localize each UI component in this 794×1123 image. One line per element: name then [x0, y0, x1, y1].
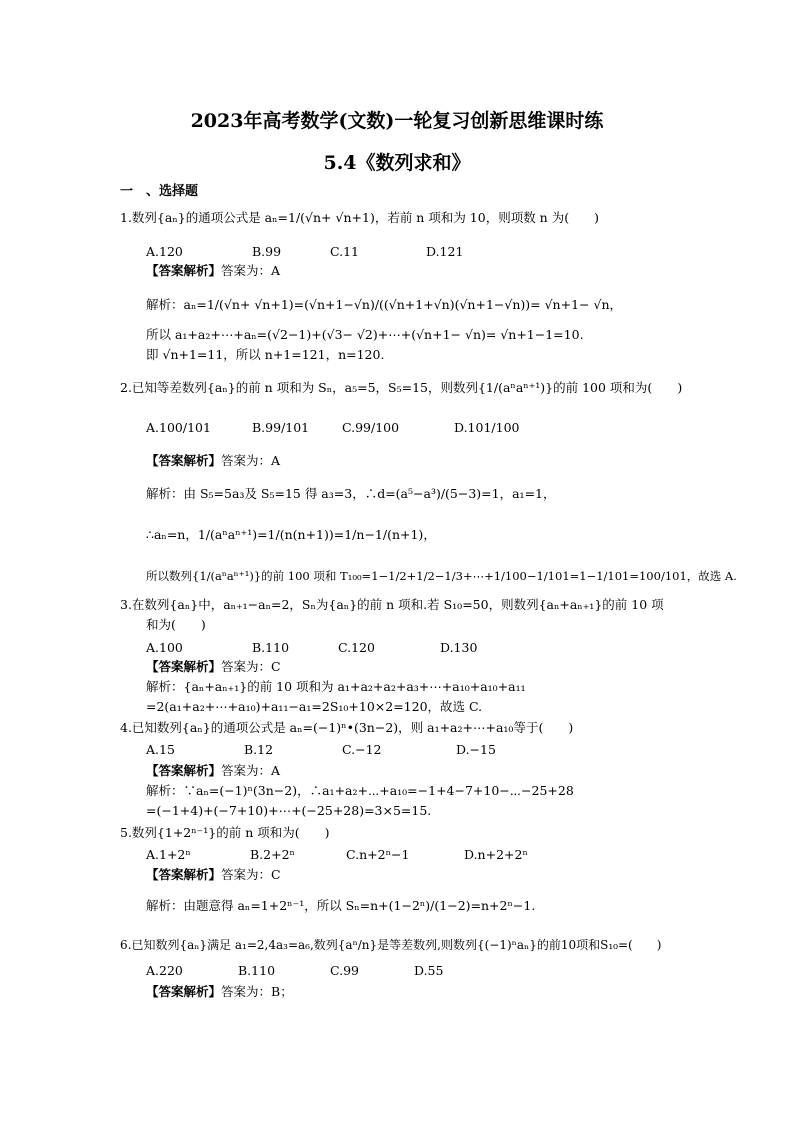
- question-3: 3.在数列{aₙ}中，aₙ₊₁−aₙ=2，Sₙ为{aₙ}的前 n 项和.若 S₁₀=50，则数列{aₙ+aₙ₊₁}的前 10 项: [120, 597, 664, 612]
- q5-answer: 【答案解析】答案为：C: [146, 867, 281, 882]
- q3-option-d: D.130: [440, 640, 478, 655]
- q1-solution-3: 即 √n+1=11，所以 n+1=121，n=120.: [146, 347, 385, 362]
- q5-solution-1: 解析：由题意得 aₙ=1+2ⁿ⁻¹，所以 Sₙ=n+(1−2ⁿ)/(1−2)=n+2ⁿ−1.: [146, 898, 536, 913]
- q2-solution-2: ∴aₙ=n，1/(aⁿaⁿ⁺¹)=1/(n(n+1))=1/n−1/(n+1)，: [146, 527, 436, 542]
- q3-option-c: C.120: [338, 640, 375, 655]
- q2-option-a: A.100/101: [146, 420, 211, 435]
- q6-answer: 【答案解析】答案为：B；: [146, 984, 293, 999]
- q3-solution-1: 解析：{aₙ+aₙ₊₁}的前 10 项和为 a₁+a₂+a₂+a₃+⋯+a₁₀+a₁₀+a₁₁: [146, 679, 526, 694]
- q2-solution-3: 所以数列{1/(aⁿaⁿ⁺¹)}的前 100 项和 T₁₀₀=1−1/2+1/2−1/3+⋯+1/100−1/101=1−1/101=100/101，故选 A.: [146, 569, 737, 583]
- q1-solution-2: 所以 a₁+a₂+⋯+aₙ=(√2−1)+(√3− √2)+⋯+(√n+1− √n)= √n+1−1=10.: [146, 327, 584, 342]
- question-4: 4.已知数列{aₙ}的通项公式是 aₙ=(−1)ⁿ•(3n−2)，则 a₁+a₂+⋯+a₁₀等于( ): [120, 720, 574, 735]
- q5-option-a: A.1+2ⁿ: [146, 847, 191, 862]
- q4-option-b: B.12: [244, 742, 274, 757]
- q2-solution-1: 解析：由 S₅=5a₃及 S₅=15 得 a₃=3，∴d=(a⁵−a³)/(5−3)=1，a₁=1，: [146, 486, 556, 501]
- q4-answer: 【答案解析】答案为：A: [146, 763, 281, 778]
- q2-answer: 【答案解析】答案为：A: [146, 453, 281, 468]
- question-3-cont: 和为( ): [146, 617, 206, 632]
- q1-option-c: C.11: [330, 244, 359, 259]
- q5-option-c: C.n+2ⁿ−1: [346, 847, 410, 862]
- q1-option-b: B.99: [252, 244, 282, 259]
- question-2: 2.已知等差数列{aₙ}的前 n 项和为 Sₙ，a₅=5，S₅=15，则数列{1/(aⁿaⁿ⁺¹)}的前 100 项和为( ): [120, 380, 683, 395]
- q1-answer: 【答案解析】答案为：A: [146, 263, 281, 278]
- q2-option-c: C.99/100: [342, 420, 400, 435]
- q4-solution-2: =(−1+4)+(−7+10)+⋯+(−25+28)=3×5=15.: [146, 803, 432, 818]
- q2-option-d: D.101/100: [454, 420, 520, 435]
- q6-option-a: A.220: [146, 963, 183, 978]
- q5-option-b: B.2+2ⁿ: [250, 847, 295, 862]
- q1-option-a: A.120: [146, 244, 183, 259]
- q6-option-c: C.99: [330, 963, 359, 978]
- page-title: 2023年高考数学(文数)一轮复习创新思维课时练: [190, 110, 604, 132]
- q4-option-d: D.−15: [456, 742, 496, 757]
- section-heading: 一 、选择题: [120, 184, 199, 199]
- q6-option-b: B.110: [238, 963, 276, 978]
- q3-option-b: B.110: [252, 640, 290, 655]
- q4-solution-1: 解析：∵aₙ=(−1)ⁿ(3n−2)，∴a₁+a₂+⋯+a₁₀=−1+4−7+10−⋯−25+28: [146, 783, 574, 798]
- q3-solution-2: =2(a₁+a₂+⋯+a₁₀)+a₁₁−a₁=2S₁₀+10×2=120，故选 C.: [146, 699, 483, 714]
- question-1: 1.数列{aₙ}的通项公式是 aₙ=1/(√n+ √n+1)，若前 n 项和为 10，则项数 n 为( ): [120, 210, 599, 225]
- q1-solution-1: 解析：aₙ=1/(√n+ √n+1)=(√n+1−√n)/((√n+1+√n)(√n+1−√n))= √n+1− √n，: [146, 297, 623, 312]
- q3-option-a: A.100: [146, 640, 183, 655]
- q1-option-d: D.121: [426, 244, 464, 259]
- question-6: 6.已知数列{aₙ}满足 a₁=2,4a₃=a₆,数列{aⁿ/n}是等差数列,则数列{(−1)ⁿaₙ}的前10项和S₁₀=( ): [120, 938, 662, 952]
- q2-option-b: B.99/101: [252, 420, 310, 435]
- q3-answer: 【答案解析】答案为：C: [146, 659, 281, 674]
- question-5: 5.数列{1+2ⁿ⁻¹}的前 n 项和为( ): [120, 825, 330, 840]
- q6-option-d: D.55: [414, 963, 444, 978]
- page-subtitle: 5.4《数列求和》: [323, 152, 471, 174]
- q4-option-a: A.15: [146, 742, 175, 757]
- q4-option-c: C.−12: [342, 742, 382, 757]
- q5-option-d: D.n+2+2ⁿ: [464, 847, 528, 862]
